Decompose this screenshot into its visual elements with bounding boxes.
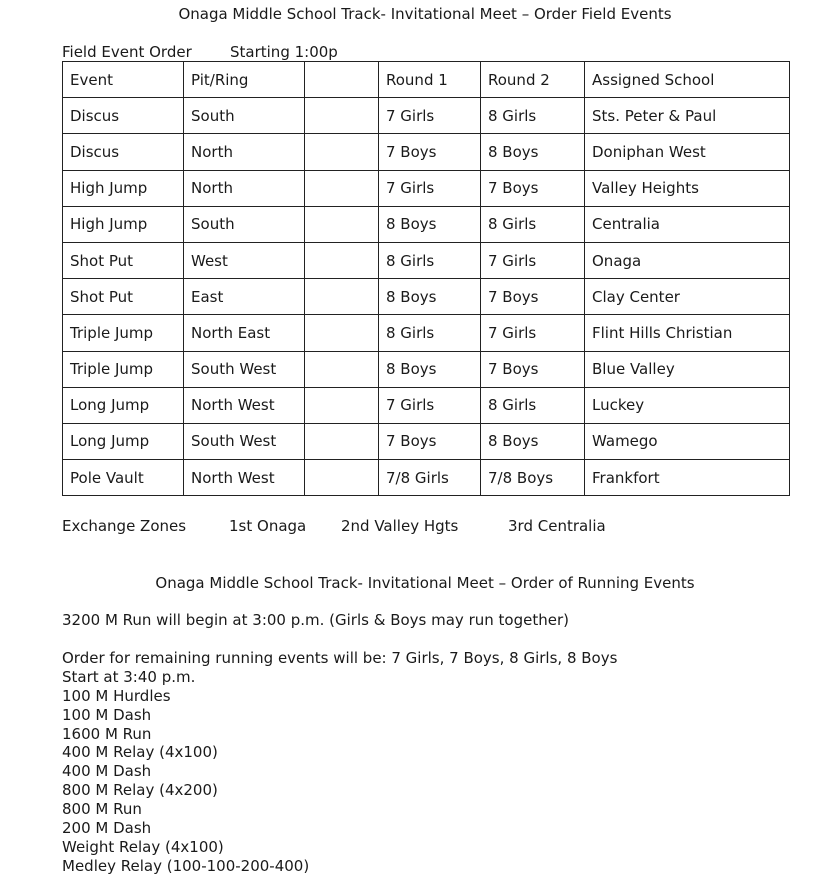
cell-event: High Jump [63, 170, 184, 206]
table-row [63, 315, 790, 351]
cell-assigned-school: Valley Heights [585, 170, 790, 206]
running-event-item: Weight Relay (4x100) [62, 837, 224, 856]
cell-round-2: 8 Girls [481, 387, 585, 423]
cell-round-2: 7 Boys [481, 351, 585, 387]
cell-round-1: 7 Girls [379, 170, 481, 206]
cell-assigned-school: Wamego [585, 423, 790, 459]
cell-pit-ring: East [184, 279, 305, 315]
cell-round-2: 8 Boys [481, 134, 585, 170]
table-row [63, 206, 790, 242]
field-events-title: Onaga Middle School Track- Invitational Meet – Order Field Events [178, 5, 672, 23]
cell-blank [305, 206, 379, 242]
start-time-line: Start at 3:40 p.m. [62, 667, 196, 686]
table-row [63, 134, 790, 170]
order-note: Order for remaining running events will be: 7 Girls, 7 Boys, 8 Girls, 8 Boys [62, 649, 618, 667]
cell-round-2: 7 Girls [481, 315, 585, 351]
cell-pit-ring: South West [184, 351, 305, 387]
running-events-list [62, 649, 617, 876]
running-event-item: 800 M Run [62, 800, 142, 819]
cell-event: Discus [63, 134, 184, 170]
cell-event: Shot Put [63, 242, 184, 278]
table-row [63, 423, 790, 459]
header-event: Event [63, 62, 184, 98]
cell-round-1: 7 Boys [379, 423, 481, 459]
run-3200-note: 3200 M Run will begin at 3:00 p.m. (Girls & Boys may run together) [62, 611, 569, 629]
running-event-item: 400 M Dash [62, 762, 152, 781]
table-header-row [63, 62, 790, 98]
cell-event: Triple Jump [63, 351, 184, 387]
header-blank [305, 62, 379, 98]
cell-round-1: 7 Girls [379, 387, 481, 423]
cell-event: Pole Vault [63, 460, 184, 496]
cell-round-2: 8 Girls [481, 206, 585, 242]
table-row [63, 460, 790, 496]
field-event-order-label: Field Event Order [62, 43, 192, 61]
cell-pit-ring: North West [184, 387, 305, 423]
starting-time-label: Starting 1:00p [230, 43, 338, 61]
cell-pit-ring: South [184, 206, 305, 242]
cell-blank [305, 315, 379, 351]
cell-blank [305, 387, 379, 423]
cell-event: Discus [63, 98, 184, 134]
table-row [63, 387, 790, 423]
header-round-1: Round 1 [379, 62, 481, 98]
running-event-item: 400 M Relay (4x100) [62, 743, 218, 762]
cell-round-2: 7 Boys [481, 279, 585, 315]
cell-assigned-school: Sts. Peter & Paul [585, 98, 790, 134]
cell-assigned-school: Blue Valley [585, 351, 790, 387]
running-event-item: 200 M Dash [62, 819, 152, 838]
running-event-item: 100 M Hurdles [62, 686, 171, 705]
cell-assigned-school: Frankfort [585, 460, 790, 496]
cell-blank [305, 134, 379, 170]
header-assigned-school: Assigned School [585, 62, 790, 98]
cell-round-1: 8 Boys [379, 279, 481, 315]
cell-blank [305, 279, 379, 315]
cell-round-1: 7/8 Girls [379, 460, 481, 496]
cell-pit-ring: West [184, 242, 305, 278]
exchange-zone-first: 1st Onaga [229, 517, 307, 535]
field-events-table [62, 61, 790, 496]
cell-pit-ring: South West [184, 423, 305, 459]
cell-round-2: 8 Girls [481, 98, 585, 134]
table-row [63, 242, 790, 278]
cell-event: Shot Put [63, 279, 184, 315]
cell-assigned-school: Clay Center [585, 279, 790, 315]
cell-assigned-school: Flint Hills Christian [585, 315, 790, 351]
cell-pit-ring: North [184, 170, 305, 206]
cell-round-1: 8 Girls [379, 242, 481, 278]
cell-event: High Jump [63, 206, 184, 242]
cell-pit-ring: South [184, 98, 305, 134]
cell-event: Long Jump [63, 423, 184, 459]
exchange-zones-label: Exchange Zones [62, 517, 187, 535]
cell-round-2: 7/8 Boys [481, 460, 585, 496]
cell-assigned-school: Centralia [585, 206, 790, 242]
exchange-zone-second: 2nd Valley Hgts [341, 517, 459, 535]
cell-round-1: 8 Girls [379, 315, 481, 351]
cell-blank [305, 423, 379, 459]
cell-blank [305, 242, 379, 278]
table-row [63, 170, 790, 206]
cell-event: Triple Jump [63, 315, 184, 351]
cell-round-2: 7 Boys [481, 170, 585, 206]
cell-round-1: 7 Girls [379, 98, 481, 134]
cell-blank [305, 460, 379, 496]
cell-blank [305, 170, 379, 206]
cell-pit-ring: North East [184, 315, 305, 351]
cell-round-1: 8 Boys [379, 206, 481, 242]
cell-blank [305, 351, 379, 387]
table-row [63, 98, 790, 134]
cell-round-1: 8 Boys [379, 351, 481, 387]
running-event-item: 1600 M Run [62, 724, 152, 743]
running-event-item: Medley Relay (100-100-200-400) [62, 856, 310, 875]
running-event-item: 100 M Dash [62, 705, 152, 724]
cell-pit-ring: North West [184, 460, 305, 496]
running-event-item: 800 M Relay (4x200) [62, 781, 218, 800]
table-row [63, 351, 790, 387]
exchange-zone-third: 3rd Centralia [508, 517, 606, 535]
cell-round-2: 7 Girls [481, 242, 585, 278]
cell-blank [305, 98, 379, 134]
cell-event: Long Jump [63, 387, 184, 423]
header-pit-ring: Pit/Ring [184, 62, 305, 98]
cell-round-2: 8 Boys [481, 423, 585, 459]
cell-assigned-school: Luckey [585, 387, 790, 423]
table-row [63, 279, 790, 315]
cell-assigned-school: Onaga [585, 242, 790, 278]
running-events-title: Onaga Middle School Track- Invitational Meet – Order of Running Events [155, 574, 695, 592]
cell-pit-ring: North [184, 134, 305, 170]
header-round-2: Round 2 [481, 62, 585, 98]
cell-round-1: 7 Boys [379, 134, 481, 170]
cell-assigned-school: Doniphan West [585, 134, 790, 170]
